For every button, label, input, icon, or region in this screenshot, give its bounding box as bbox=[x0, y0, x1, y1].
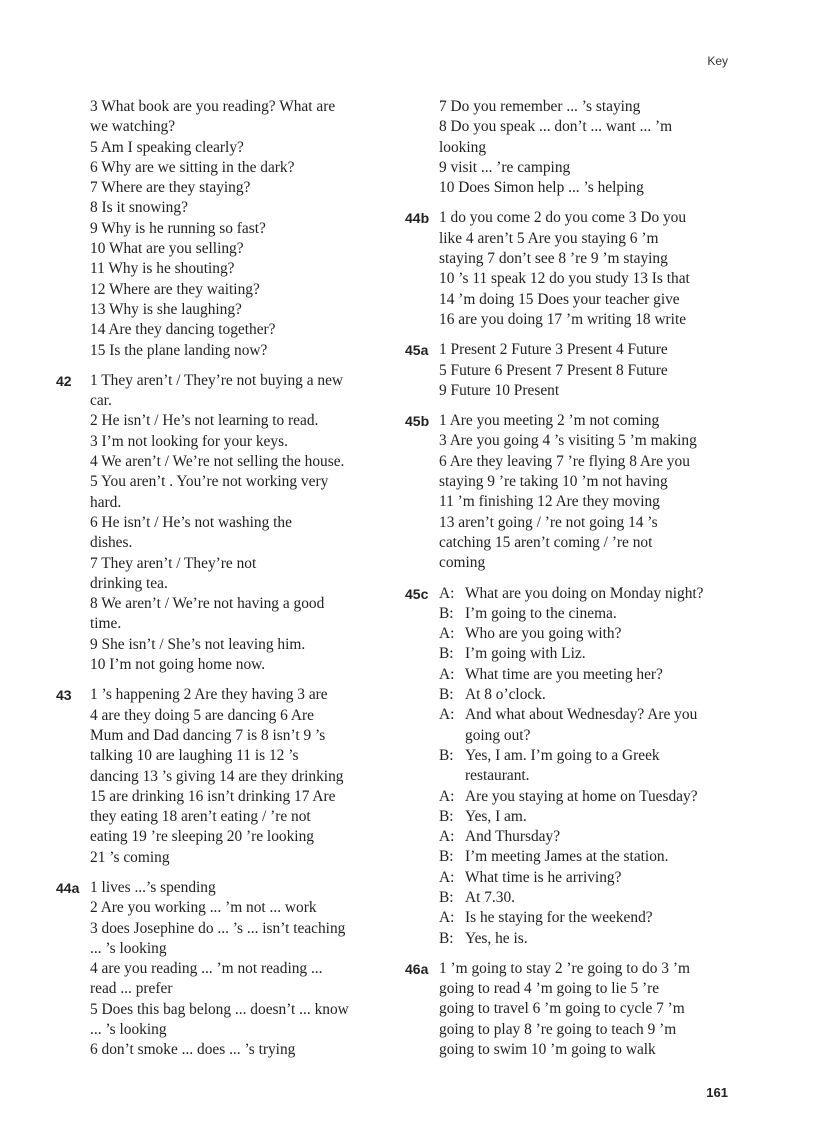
dialogue-turn bbox=[439, 665, 745, 685]
answer-line: 2 Are you working ... ’m not ... work bbox=[90, 899, 317, 917]
answer-line: staying 7 don’t see 8 ’re 9 ’m staying bbox=[439, 250, 668, 268]
answer-line: 2 He isn’t / He’s not learning to read. bbox=[90, 412, 319, 430]
answer-line: 3 Are you going 4 ’s visiting 5 ’m making bbox=[439, 432, 697, 450]
answer-line: car. bbox=[90, 392, 112, 410]
answer-line: 6 He isn’t / He’s not washing the bbox=[90, 513, 292, 531]
speaker-label: B: bbox=[439, 888, 454, 906]
dialogue-line: And what about Wednesday? Are you bbox=[465, 706, 698, 724]
answer-line: 21 ’s coming bbox=[90, 848, 170, 866]
answer-line: coming bbox=[439, 554, 486, 572]
dialogue-turn bbox=[439, 787, 745, 807]
answer-line: 10 ’s 11 speak 12 do you study 13 Is that bbox=[439, 270, 690, 288]
dialogue-line: And Thursday? bbox=[465, 828, 561, 846]
answer-line: 1 ’m going to stay 2 ’re going to do 3 ’m bbox=[439, 959, 690, 977]
speaker-label: A: bbox=[439, 584, 455, 602]
dialogue-line: At 8 o’clock. bbox=[465, 686, 546, 704]
dialogue-turn bbox=[439, 847, 745, 867]
speaker-label: B: bbox=[439, 746, 454, 764]
speaker-label: B: bbox=[439, 686, 454, 704]
answer-line: we watching? bbox=[90, 118, 176, 136]
answer-line: 10 I’m not going home now. bbox=[90, 656, 266, 674]
answer-line: 4 We aren’t / We’re not selling the house. bbox=[90, 453, 345, 471]
dialogue-line: Is he staying for the weekend? bbox=[465, 909, 653, 927]
dialogue-line: I’m going with Liz. bbox=[465, 645, 586, 663]
exercise-number: 44b bbox=[405, 210, 430, 227]
answer-line: 7 Do you remember ... ’s staying bbox=[439, 98, 641, 115]
answer-line: 3 What book are you reading? What are bbox=[90, 98, 336, 115]
answer-section bbox=[56, 371, 386, 675]
answer-line: 15 are drinking 16 isn’t drinking 17 Are bbox=[90, 787, 336, 805]
answer-section bbox=[405, 584, 745, 949]
answer-line: catching 15 aren’t coming / ’re not bbox=[439, 533, 653, 551]
answer-line: time. bbox=[90, 615, 122, 633]
dialogue-turn bbox=[439, 644, 745, 664]
dialogue-line: Yes, I am. bbox=[465, 807, 527, 825]
answer-line: 13 Why is she laughing? bbox=[90, 300, 242, 318]
answer-line: 13 aren’t going / ’re not going 14 ’s bbox=[439, 513, 658, 531]
exercise-number: 45c bbox=[405, 585, 429, 602]
answer-line: 6 Why are we sitting in the dark? bbox=[90, 158, 295, 176]
exercise-number: 45a bbox=[405, 342, 429, 359]
dialogue-line: What time is he arriving? bbox=[465, 868, 622, 886]
answer-line: 5 Future 6 Present 7 Present 8 Future bbox=[439, 361, 668, 379]
left-column bbox=[56, 97, 386, 1071]
dialogue-turn bbox=[439, 908, 745, 928]
answer-line: 5 Am I speaking clearly? bbox=[90, 138, 244, 156]
speaker-label: B: bbox=[439, 929, 454, 947]
answer-line: 10 What are you selling? bbox=[90, 240, 244, 258]
dialogue-turn bbox=[439, 929, 745, 949]
answer-line: dancing 13 ’s giving 14 are they drinking bbox=[90, 767, 344, 785]
answer-line: 11 Why is he shouting? bbox=[90, 260, 235, 278]
exercise-number: 42 bbox=[56, 372, 72, 389]
answer-line: 1 ’s happening 2 Are they having 3 are bbox=[90, 686, 328, 704]
answer-section bbox=[56, 97, 386, 361]
dialogue-turn bbox=[439, 624, 745, 644]
answer-section bbox=[405, 208, 745, 330]
answer-section bbox=[405, 959, 745, 1060]
dialogue-line: restaurant. bbox=[465, 767, 530, 785]
answer-line: 10 Does Simon help ... ’s helping bbox=[439, 179, 644, 197]
answer-section bbox=[405, 97, 745, 198]
answer-line: like 4 aren’t 5 Are you staying 6 ’m bbox=[439, 229, 659, 247]
exercise-number: 45b bbox=[405, 413, 430, 430]
answer-line: 9 She isn’t / She’s not leaving him. bbox=[90, 635, 306, 653]
answer-line: 14 ’m doing 15 Does your teacher give bbox=[439, 290, 680, 308]
answer-line: 7 They aren’t / They’re not bbox=[90, 554, 257, 572]
answer-line: ... ’s looking bbox=[90, 939, 167, 957]
exercise-number: 46a bbox=[405, 960, 429, 977]
dialogue-line: I’m meeting James at the station. bbox=[465, 848, 669, 866]
answer-line: 4 are they doing 5 are dancing 6 Are bbox=[90, 706, 314, 724]
answer-line: 15 Is the plane landing now? bbox=[90, 341, 268, 359]
answer-line: going to swim 10 ’m going to walk bbox=[439, 1041, 656, 1059]
answer-line: 1 They aren’t / They’re not buying a new bbox=[90, 371, 344, 389]
answer-line: 3 I’m not looking for your keys. bbox=[90, 432, 288, 450]
answer-line: 16 are you doing 17 ’m writing 18 write bbox=[439, 310, 687, 328]
answer-line: 7 Where are they staying? bbox=[90, 179, 251, 197]
exercise-number: 43 bbox=[56, 687, 72, 704]
answer-section bbox=[405, 340, 745, 401]
speaker-label: B: bbox=[439, 848, 454, 866]
dialogue-turn bbox=[439, 746, 745, 787]
answer-line: Mum and Dad dancing 7 is 8 isn’t 9 ’s bbox=[90, 726, 326, 744]
speaker-label: A: bbox=[439, 665, 455, 683]
answer-line: going to read 4 ’m going to lie 5 ’re bbox=[439, 980, 660, 998]
running-header: Key bbox=[707, 54, 728, 68]
answer-line: 8 Is it snowing? bbox=[90, 199, 188, 217]
answer-line: 3 does Josephine do ... ’s ... isn’t teaching bbox=[90, 919, 346, 937]
answer-line: 8 Do you speak ... don’t ... want ... ’m bbox=[439, 118, 673, 136]
speaker-label: A: bbox=[439, 625, 455, 643]
dialogue-line: What time are you meeting her? bbox=[465, 665, 663, 683]
dialogue-line: Are you staying at home on Tuesday? bbox=[465, 787, 698, 805]
answer-line: 11 ’m finishing 12 Are they moving bbox=[439, 493, 660, 511]
dialogue-turn bbox=[439, 807, 745, 827]
answer-line: 6 Are they leaving 7 ’re flying 8 Are you bbox=[439, 452, 690, 470]
answer-line: 12 Where are they waiting? bbox=[90, 280, 260, 298]
answer-line: ... ’s looking bbox=[90, 1021, 167, 1039]
answer-line: 14 Are they dancing together? bbox=[90, 321, 276, 339]
page-number: 161 bbox=[706, 1085, 728, 1100]
speaker-label: A: bbox=[439, 787, 455, 805]
dialogue-turn bbox=[439, 827, 745, 847]
answer-line: hard. bbox=[90, 493, 122, 511]
dialogue-line: At 7.30. bbox=[465, 888, 516, 906]
answer-line: going to travel 6 ’m going to cycle 7 ’m bbox=[439, 1000, 685, 1018]
right-column bbox=[405, 97, 745, 1070]
answer-line: dishes. bbox=[90, 534, 133, 552]
dialogue-turn bbox=[439, 888, 745, 908]
answer-line: 9 Future 10 Present bbox=[439, 381, 560, 399]
answer-line: 5 You aren’t . You’re not working very bbox=[90, 473, 329, 491]
dialogue-turn bbox=[439, 685, 745, 705]
answer-section bbox=[56, 685, 386, 868]
dialogue-line: What are you doing on Monday night? bbox=[465, 584, 704, 602]
answer-line: 5 Does this bag belong ... doesn’t ... know bbox=[90, 1000, 349, 1018]
dialogue-turn bbox=[439, 584, 745, 604]
answer-section bbox=[405, 411, 745, 573]
speaker-label: A: bbox=[439, 909, 455, 927]
answer-line: they eating 18 aren’t eating / ’re not bbox=[90, 808, 311, 826]
answer-line: read ... prefer bbox=[90, 980, 173, 998]
dialogue-line: Who are you going with? bbox=[465, 625, 622, 643]
answer-line: looking bbox=[439, 138, 487, 156]
answer-line: talking 10 are laughing 11 is 12 ’s bbox=[90, 747, 299, 765]
answer-line: 1 lives ...’s spending bbox=[90, 878, 216, 896]
answer-section bbox=[56, 878, 386, 1061]
answer-line: eating 19 ’re sleeping 20 ’re looking bbox=[90, 828, 314, 846]
answer-line: going to play 8 ’re going to teach 9 ’m bbox=[439, 1020, 677, 1038]
answer-line: 1 Present 2 Future 3 Present 4 Future bbox=[439, 341, 668, 359]
exercise-number: 44a bbox=[56, 879, 80, 896]
answer-line: 1 Are you meeting 2 ’m not coming bbox=[439, 412, 660, 430]
dialogue-line: Yes, he is. bbox=[465, 929, 528, 947]
speaker-label: A: bbox=[439, 828, 455, 846]
dialogue-line: Yes, I am. I’m going to a Greek bbox=[465, 746, 660, 764]
speaker-label: B: bbox=[439, 645, 454, 663]
answer-line: drinking tea. bbox=[90, 574, 168, 592]
dialogue bbox=[439, 584, 745, 949]
answer-line: 1 do you come 2 do you come 3 Do you bbox=[439, 209, 687, 227]
answer-line: 8 We aren’t / We’re not having a good bbox=[90, 595, 325, 613]
answer-line: 9 visit ... ’re camping bbox=[439, 158, 571, 176]
speaker-label: B: bbox=[439, 807, 454, 825]
speaker-label: A: bbox=[439, 706, 455, 724]
answer-line: 9 Why is he running so fast? bbox=[90, 219, 266, 237]
dialogue-turn bbox=[439, 604, 745, 624]
speaker-label: A: bbox=[439, 868, 455, 886]
answer-line: 6 don’t smoke ... does ... ’s trying bbox=[90, 1041, 296, 1059]
dialogue-line: going out? bbox=[465, 726, 531, 744]
answer-line: 4 are you reading ... ’m not reading ... bbox=[90, 960, 323, 978]
answer-line: staying 9 ’re taking 10 ’m not having bbox=[439, 473, 668, 491]
dialogue-line: I’m going to the cinema. bbox=[465, 604, 617, 622]
dialogue-turn bbox=[439, 705, 745, 746]
dialogue-turn bbox=[439, 868, 745, 888]
speaker-label: B: bbox=[439, 604, 454, 622]
